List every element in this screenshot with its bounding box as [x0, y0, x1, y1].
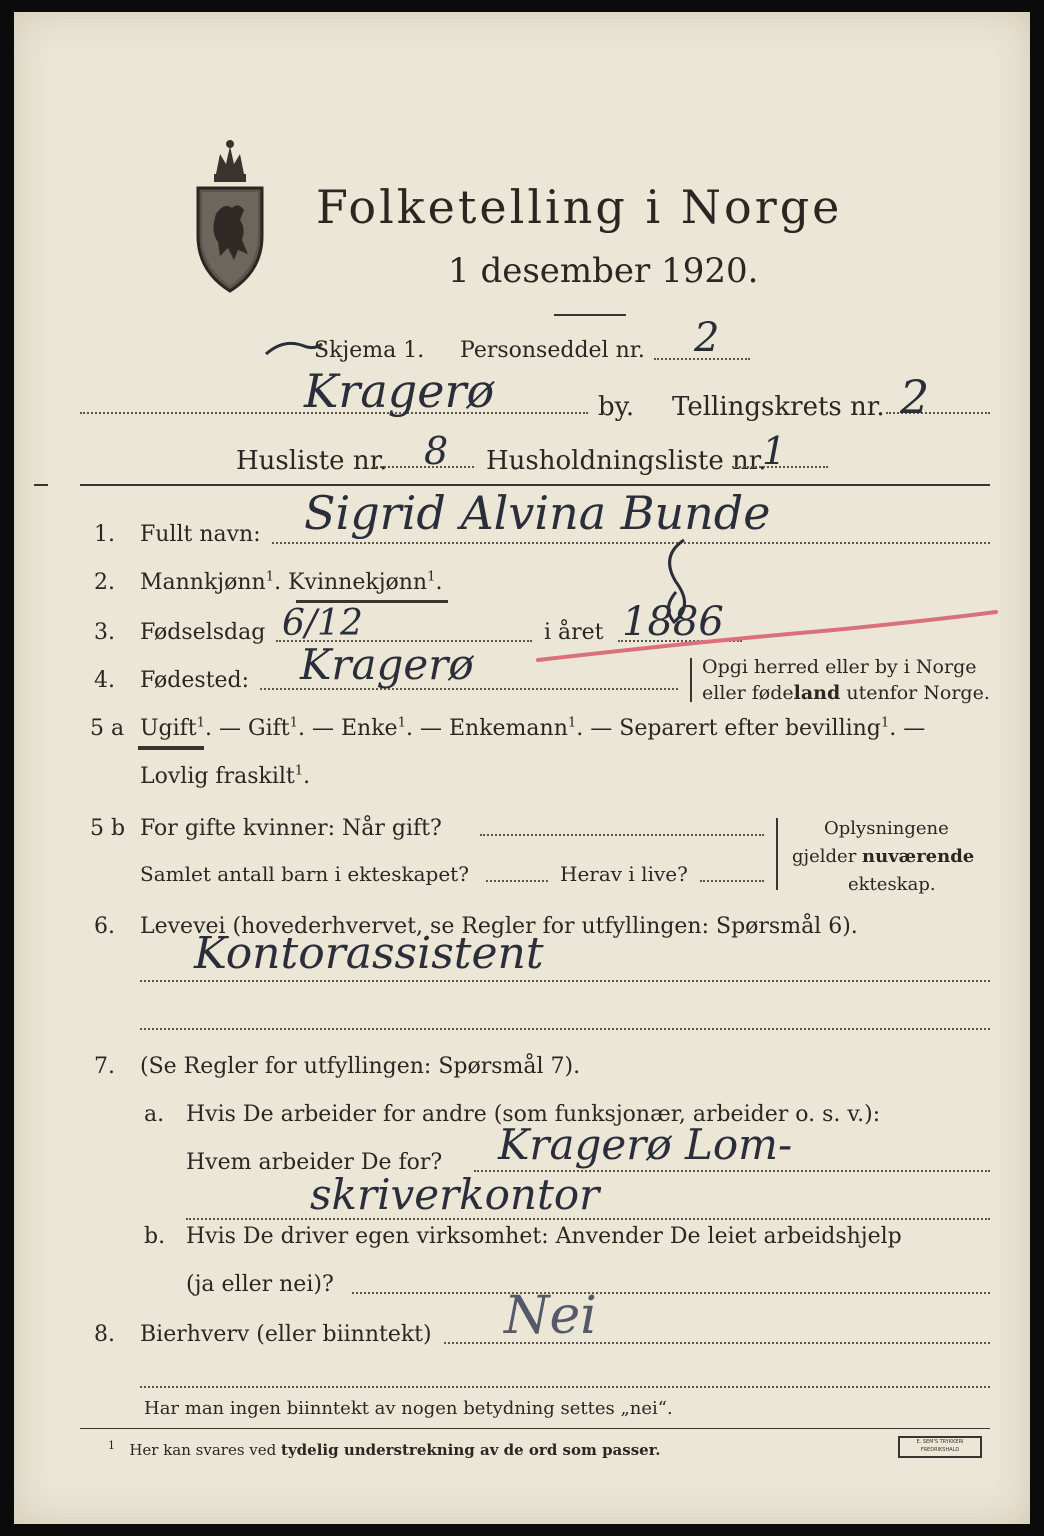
q5b-children-line	[486, 880, 548, 882]
q2-options: Mannkjønn$^1$. Kvinnekjønn$^1$.	[140, 569, 443, 595]
q6-line2	[140, 1028, 990, 1030]
personseddel-label: Personseddel nr.	[460, 338, 645, 363]
q8-number: 8.	[94, 1322, 115, 1347]
printer-stamp-line2: FREDRIKSHALD	[920, 1447, 960, 1453]
q7b-letter: b.	[144, 1224, 166, 1249]
q2-kvinnekjonn: Kvinnekjønn	[288, 570, 428, 595]
tellingskrets-label: Tellingskrets nr.	[672, 392, 885, 422]
q7b-text: Hvis De driver egen virksomhet: Anvender De leiet arbeidshjelp	[186, 1224, 902, 1249]
husliste-line	[372, 466, 474, 468]
q7-label: (Se Regler for utfyllingen: Spørsmål 7).	[140, 1054, 581, 1079]
q2-number: 2.	[94, 570, 115, 595]
q5b-alive-label: Herav i live?	[560, 862, 688, 886]
q5b-note-line2	[792, 848, 974, 866]
personseddel-value: 2	[694, 315, 720, 361]
title-divider	[554, 314, 626, 316]
q8-label: Bierhverv (eller biinntekt)	[140, 1322, 432, 1347]
q5a-ugift-underline	[138, 746, 204, 750]
q5b-note-line3: ekteskap.	[848, 874, 936, 895]
q5a-options: Ugift$^1$. — Gift$^1$. — Enke$^1$. — Enkemann$^1$. — Separert efter bevilling$^1$. —	[140, 715, 926, 741]
q1-full-name-value: Sigrid Alvina Bunde	[304, 486, 771, 540]
footnote-part-b: tydelig understrekning av de ord som passer.	[281, 1441, 661, 1459]
q8-side-income-value: Nei	[504, 1286, 597, 1346]
q6-label: Levevei (hovederhvervet, se Regler for utfyllingen: Spørsmål 6).	[140, 914, 858, 939]
q5b-note-line1: Oplysningene	[824, 818, 949, 839]
tellingskrets-value: 2	[900, 370, 930, 424]
q7a-employer-value-2: skriverkontor	[310, 1170, 600, 1219]
q3-number: 3.	[94, 620, 115, 645]
q7a-letter: a.	[144, 1102, 165, 1127]
handwritten-stroke-mark	[264, 332, 324, 362]
schema-label: Skjema 1.	[314, 338, 425, 363]
q5a-separert: Separert efter bevilling	[619, 716, 881, 741]
q5a-number: 5 a	[90, 716, 125, 741]
q5b-number: 5 b	[90, 816, 126, 841]
q4-note-line1: Opgi herred eller by i Norge	[702, 656, 977, 678]
q4-note-part-a: eller føde	[702, 682, 794, 704]
q5a-ugift: Ugift	[140, 716, 197, 741]
q4-label: Fødested:	[140, 668, 250, 693]
husliste-label: Husliste nr.	[236, 446, 388, 476]
by-label: by.	[598, 392, 635, 422]
q5a-enkemann: Enkemann	[448, 716, 568, 741]
husholdning-value: 1	[762, 429, 787, 473]
norwegian-coat-of-arms-icon	[190, 136, 270, 296]
q5b-note-brace	[776, 818, 778, 890]
q6-line1	[140, 980, 990, 982]
q5a-enke: Enke	[341, 716, 398, 741]
q5b-married-when-line	[480, 834, 764, 836]
form-title: Folketelling i Norge	[316, 180, 843, 234]
q4-number: 4.	[94, 668, 115, 693]
footnote-part-a: Her kan svares ved	[129, 1441, 282, 1459]
q3-year-value: 1886	[622, 599, 724, 645]
q7a-question: Hvem arbeider De for?	[186, 1150, 443, 1175]
q6-number: 6.	[94, 914, 115, 939]
q7-number: 7.	[94, 1054, 115, 1079]
q2-mannkjonn: Mannkjønn	[140, 570, 266, 595]
footer-note: Har man ingen biinntekt av nogen betydning settes „nei“.	[144, 1398, 673, 1419]
q4-birthplace-value: Kragerø	[300, 640, 474, 689]
q3-day-value: 6/12	[282, 603, 363, 644]
q8-line2	[140, 1386, 990, 1388]
q5b-alive-line	[700, 880, 764, 882]
q1-line	[272, 542, 990, 544]
q5a-gift: Gift	[248, 716, 290, 741]
census-date: 1 desember 1920.	[448, 251, 759, 291]
footnote-divider	[80, 1428, 990, 1429]
printer-stamp	[898, 1436, 982, 1458]
census-form-sheet	[14, 12, 1030, 1524]
q7a-employer-value-1: Kragerø Lom-	[498, 1120, 793, 1169]
by-value: Kragerø	[304, 364, 495, 418]
q7a-text: Hvis De arbeider for andre (som funksjonær, arbeider o. s. v.):	[186, 1102, 881, 1127]
q7b-line	[352, 1292, 990, 1294]
q6-occupation-value: Kontorassistent	[194, 928, 544, 979]
husholdning-label: Husholdningsliste nr.	[486, 446, 767, 476]
q5b-children-label: Samlet antall barn i ekteskapet?	[140, 862, 469, 886]
q4-note-part-b: land	[793, 682, 841, 704]
footnote	[108, 1440, 660, 1458]
q4-note-part-c: utenfor Norge.	[840, 682, 990, 704]
q1-label: Fullt navn:	[140, 522, 261, 547]
q3-label: Fødselsdag	[140, 620, 266, 645]
q4-note-line2	[702, 684, 990, 703]
q1-number: 1.	[94, 522, 115, 547]
husliste-value: 8	[424, 429, 449, 473]
q3-year-label: i året	[544, 620, 604, 645]
q4-note-brace	[690, 658, 692, 702]
footnote-mark: 1	[108, 1439, 115, 1452]
q5b-married-when-label: For gifte kvinner: Når gift?	[140, 816, 442, 841]
q5b-note-part-b: nuværende	[862, 846, 975, 867]
q5b-note-part-a: gjelder	[792, 846, 863, 867]
printer-stamp-line1: E. SEM'S TRYKKERI	[916, 1439, 964, 1445]
margin-tick	[34, 484, 48, 486]
q5a-fraskilt-line: Lovlig fraskilt$^1$.	[140, 763, 311, 789]
q7b-question: (ja eller nei)?	[186, 1272, 334, 1297]
q5a-fraskilt: Lovlig fraskilt	[140, 764, 295, 789]
